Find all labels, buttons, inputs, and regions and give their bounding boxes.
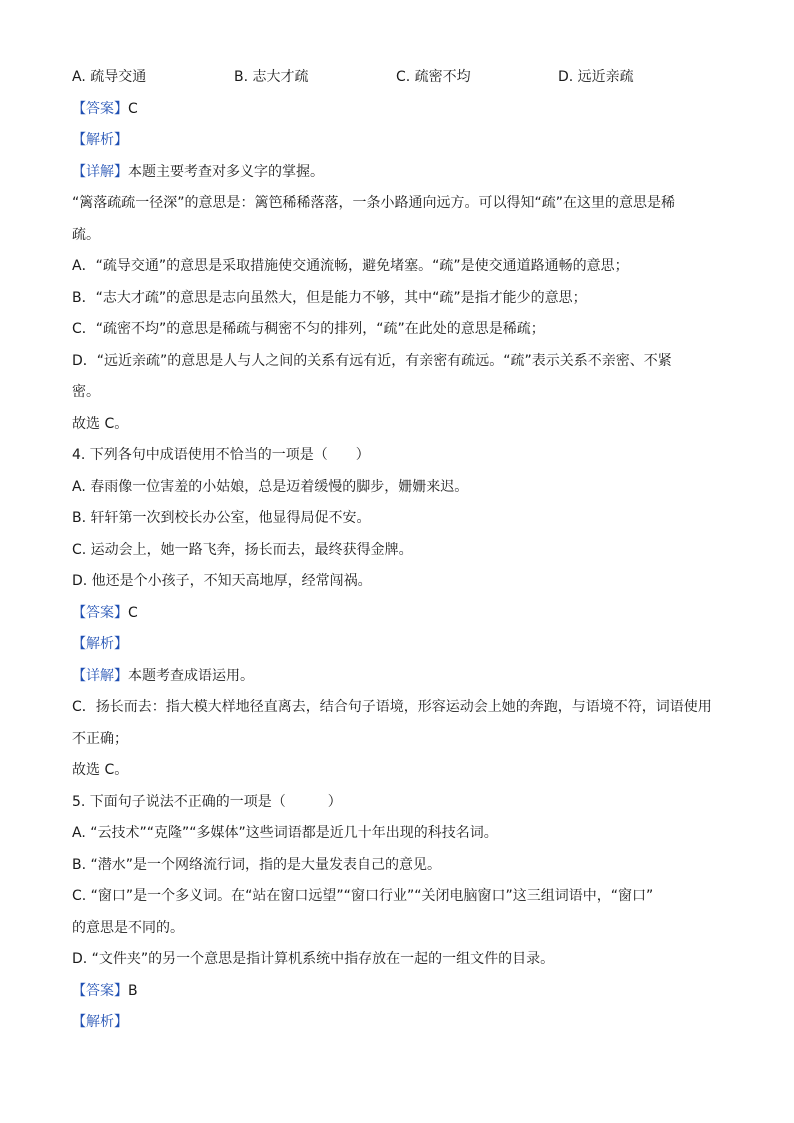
q4-answer [72, 598, 722, 630]
detail-tag: 【详解】 [72, 667, 128, 684]
q3-explain-option-b: B．“志大才疏”的意思是志向虽然大，但是能力不够，其中“疏”是指才能少的意思； [72, 289, 587, 306]
q4-detail [72, 661, 722, 693]
q3-option-c: C. 疏密不均 [396, 69, 471, 85]
answer-tag: 【答案】 [72, 982, 128, 999]
q4-conclusion: 故选 C。 [72, 762, 129, 778]
detail-text: 本题主要考查对多义字的掌握。 [128, 163, 324, 180]
answer-value: C [128, 604, 138, 621]
q3-analysis-heading [72, 125, 722, 157]
q3-explain-option-a: A．“疏导交通”的意思是采取措施使交通流畅，避免堵塞。“疏”是使交通道路通畅的意思； [72, 258, 629, 274]
q5-analysis-heading [72, 1007, 722, 1039]
q3-explain-option-d: D．“远近亲疏”的意思是人与人之间的关系有远有近，有亲密有疏远。“疏”表示关系不亲密、不紧 [72, 352, 672, 369]
detail-text: 本题考查成语运用。 [128, 667, 254, 684]
q4-option-a: A. 春雨像一位害羞的小姑娘，总是迈着缓慢的脚步，姗姗来迟。 [72, 478, 469, 495]
q3-answer [72, 94, 722, 126]
q3-conclusion: 故选 C。 [72, 415, 129, 432]
q4-option-c: C. 运动会上，她一路飞奔，扬长而去，最终获得金牌。 [72, 541, 413, 558]
q5-option-a: A. “云技术”“克隆”“多媒体”这些词语都是近几十年出现的科技名词。 [72, 825, 498, 841]
analysis-tag: 【解析】 [72, 132, 128, 148]
q3-option-d: D. 远近亲疏 [558, 69, 634, 85]
analysis-tag: 【解析】 [72, 1014, 128, 1030]
q3-explain-option-c: C．“疏密不均”的意思是稀疏与稠密不匀的排列，“疏”在此处的意思是稀疏； [72, 321, 545, 337]
q4-explain-option-c-cont: 不正确； [72, 730, 128, 747]
q4-explain-option-c: C．扬长而去：指大模大样地径直离去，结合句子语境，形容运动会上她的奔跑，与语境不符，词语使用 [72, 699, 712, 715]
q5-option-c: C. “窗口”是一个多义词。在“站在窗口远望”“窗口行业”“关闭电脑窗口”这三组词语中，“窗口” [72, 888, 654, 904]
answer-tag: 【答案】 [72, 100, 128, 117]
q5-option-c-cont: 的意思是不同的。 [72, 919, 184, 936]
q4-option-b: B. 轩轩第一次到校长办公室，他显得局促不安。 [72, 510, 371, 526]
q3-detail [72, 157, 722, 189]
q3-explain-line: 疏。 [72, 226, 100, 243]
q5-stem: 5. 下面句子说法不正确的一项是（ ） [72, 793, 342, 810]
analysis-tag: 【解析】 [72, 636, 128, 652]
q5-option-d: D. “文件夹”的另一个意思是指计算机系统中指存放在一起的一组文件的目录。 [72, 951, 555, 967]
answer-value: B [128, 982, 138, 999]
detail-tag: 【详解】 [72, 163, 128, 180]
answer-tag: 【答案】 [72, 604, 128, 621]
q5-option-b: B. “潜水”是一个网络流行词，指的是大量发表自己的意见。 [72, 856, 442, 873]
document-page [72, 62, 722, 1039]
answer-value: C [128, 100, 138, 117]
q4-analysis-heading [72, 629, 722, 661]
q4-option-d: D. 他还是个小孩子，不知天高地厚，经常闯祸。 [72, 573, 372, 589]
q3-option-a: A. 疏导交通 [72, 69, 147, 85]
q5-answer [72, 976, 722, 1008]
q3-explain-option-d-cont: 密。 [72, 384, 100, 400]
q4-stem: 4. 下列各句中成语使用不恰当的一项是（ ） [72, 447, 370, 463]
q3-explain-line: “篱落疏疏一径深”的意思是：篱笆稀稀落落，一条小路通向远方。可以得知“疏”在这里的意思是稀 [72, 195, 676, 211]
q3-option-b: B. 志大才疏 [234, 69, 309, 85]
q3-options [72, 62, 722, 94]
